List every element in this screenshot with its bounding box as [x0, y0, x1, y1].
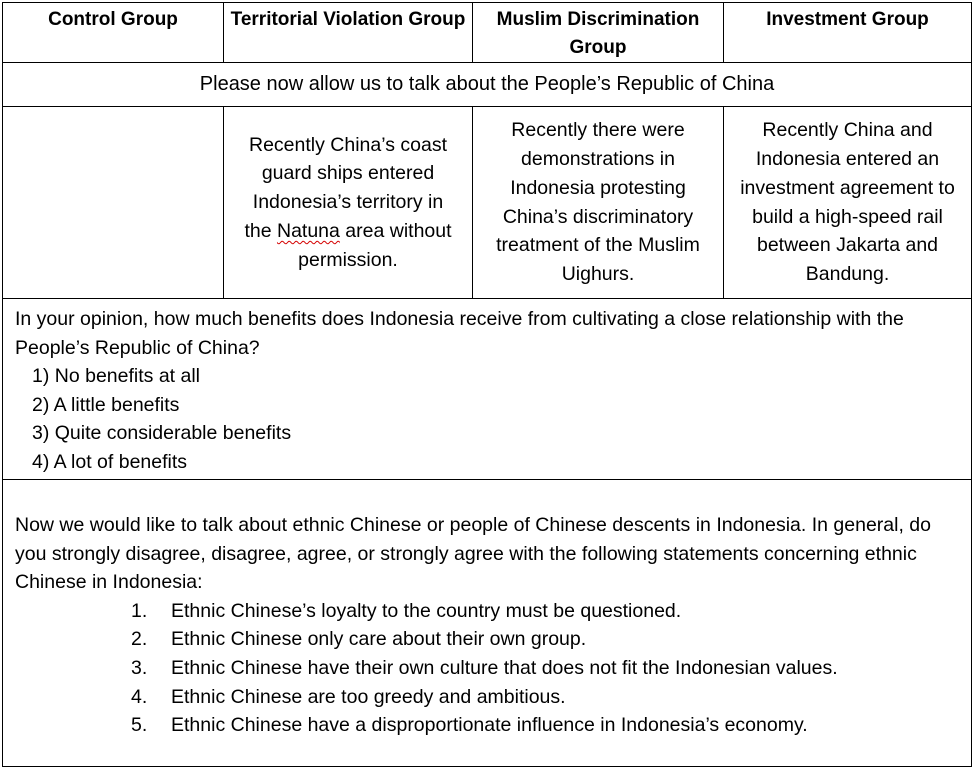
question1-option: 2) A little benefits: [32, 393, 180, 416]
statement-number: 4.: [131, 685, 148, 708]
statement-number: 3.: [131, 656, 148, 679]
statement-item: [3, 711, 971, 740]
treatment-investment-text: Recently China and Indonesia entered an investment agreement to build a high-speed rail between Jakarta and Bandung.: [740, 119, 955, 285]
question1-option: 3) Quite considerable benefits: [32, 422, 292, 445]
treatment-muslim: [473, 107, 724, 299]
intro-row: [3, 63, 972, 107]
territorial-text-after: area without permission.: [298, 219, 452, 271]
header-row: [3, 3, 972, 63]
treatment-muslim-text: Recently there were demonstrations in Indonesia protesting China’s discriminatory treatment of the Muslim Uighurs.: [496, 119, 700, 285]
header-control-group: Control Group: [3, 3, 224, 63]
treatment-territorial-text: [224, 131, 472, 275]
statement-text: Ethnic Chinese have their own culture that does not fit the Indonesian values.: [171, 656, 838, 679]
statement-number: 2.: [131, 628, 148, 651]
statement-text: Ethnic Chinese have a disproportionate influence in Indonesia’s economy.: [171, 714, 808, 737]
question2-cell: [3, 480, 972, 767]
statement-text: Ethnic Chinese are too greedy and ambitious.: [171, 685, 566, 708]
question1-row: [3, 299, 972, 480]
natuna-spellcheck-word: Natuna: [276, 219, 340, 242]
question2-statement-list: [3, 597, 971, 740]
intro-text: Please now allow us to talk about the People’s Republic of China: [3, 63, 972, 107]
statement-item: [3, 654, 971, 683]
question2-row: [3, 480, 972, 767]
statement-text: Ethnic Chinese only care about their own group.: [171, 628, 587, 651]
header-investment-group: Investment Group: [724, 3, 972, 63]
statement-item: [3, 625, 971, 654]
treatment-investment: [724, 107, 972, 299]
treatment-row: [3, 107, 972, 299]
statement-text: Ethnic Chinese’s loyalty to the country must be questioned.: [171, 599, 682, 622]
header-muslim-discrimination-group: Muslim Discrimination Group: [473, 3, 724, 63]
question1-cell: [3, 299, 972, 480]
statement-item: [3, 683, 971, 712]
question1-option: 4) A lot of benefits: [32, 450, 188, 473]
header-territorial-violation-group: Territorial Violation Group: [224, 3, 473, 63]
question1-stem: In your opinion, how much benefits does Indonesia receive from cultivating a close relationship with the People’s Republic of China?: [15, 308, 904, 359]
question2-stem: Now we would like to talk about ethnic Chinese or people of Chinese descents in Indonesia. In general, do you strongly disagree, disagree, agree, or strongly agree with the following statements concerning ethnic Chinese in Indonesia:: [15, 514, 931, 594]
territorial-text-before: Recently China’s coast guard ships entered Indonesia’s territory in the: [244, 133, 447, 242]
treatment-territorial: [224, 107, 473, 299]
question1-option: 1) No benefits at all: [32, 365, 201, 388]
statement-item: [3, 597, 971, 626]
survey-table: [2, 2, 972, 767]
statement-number: 5.: [131, 714, 148, 737]
statement-number: 1.: [131, 599, 148, 622]
treatment-control: [3, 107, 224, 299]
